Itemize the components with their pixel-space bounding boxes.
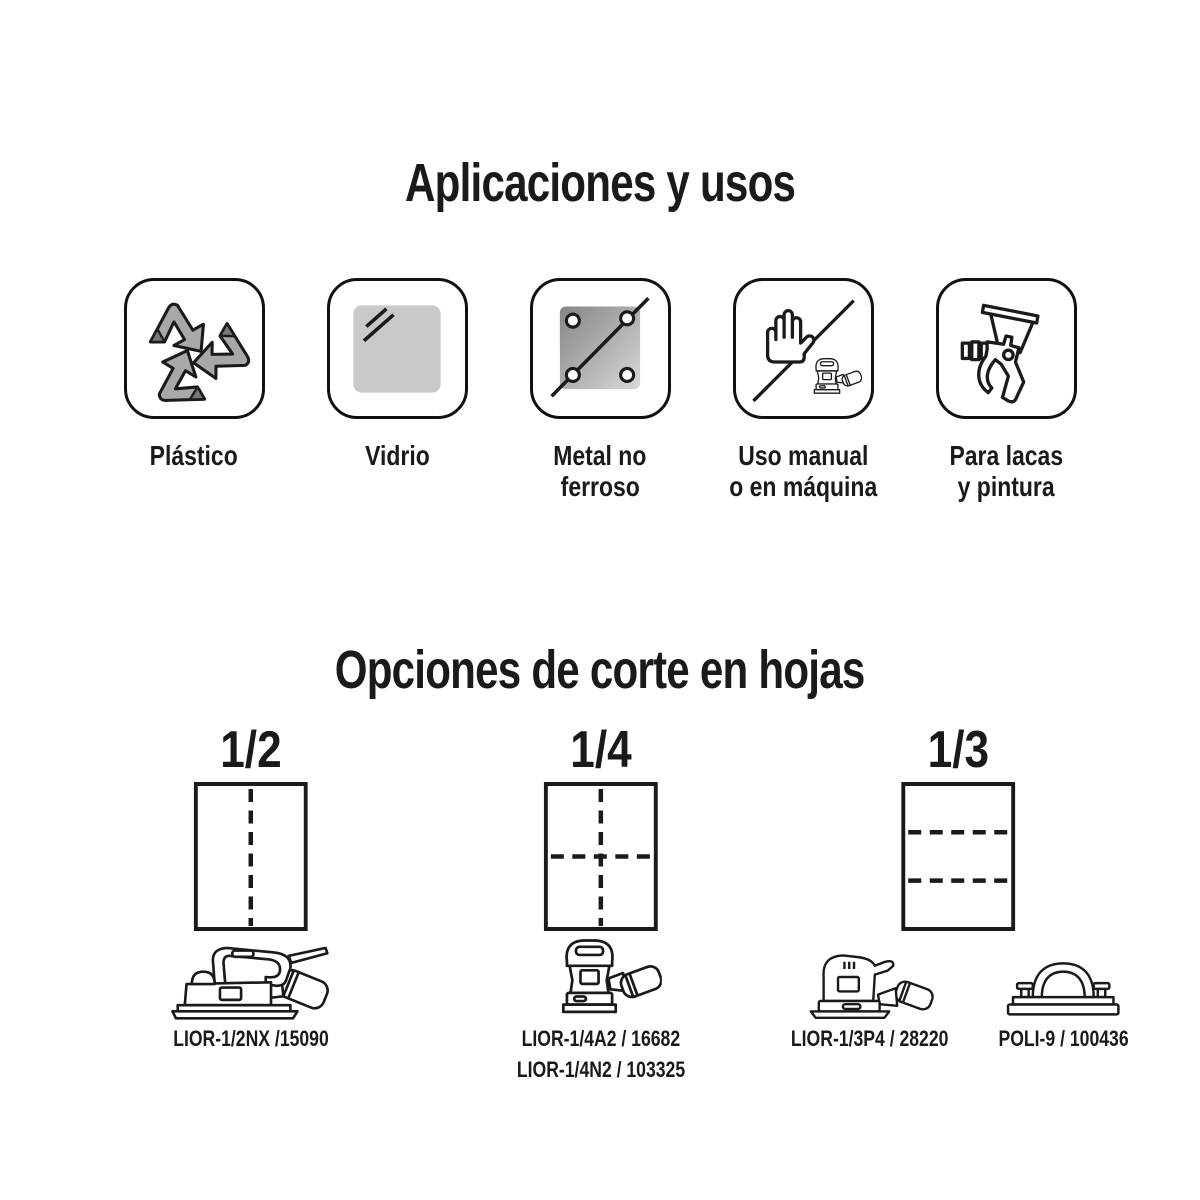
fraction-label: 1/2: [220, 721, 282, 779]
cut-option-half: [154, 702, 348, 1052]
application-label: Para lacas y pintura: [949, 440, 1063, 502]
applications-icons-row: [96, 278, 1104, 502]
product-code: LIOR-1/4N2 / 103325: [516, 1057, 686, 1082]
application-item-vidrio: [299, 278, 495, 502]
hand-machine-icon: [733, 278, 874, 419]
cut-option-quarter: [496, 702, 706, 1083]
application-label: Metal no ferroso: [553, 440, 647, 502]
application-item-lacas: [908, 278, 1104, 502]
mini-sander-icon: [814, 358, 862, 392]
cut-option-third: [771, 702, 1145, 1052]
product-code: LIOR-1/2NX /15090: [173, 1026, 329, 1051]
applications-title: Aplicaciones y usos: [404, 153, 796, 214]
cut-diagram-quarters: [544, 782, 658, 931]
glass-icon: [327, 278, 468, 419]
tool-stack: [771, 933, 968, 1052]
application-label: Vidrio: [364, 440, 430, 471]
application-label: Plástico: [149, 440, 239, 471]
cut-options-title: Opciones de corte en hojas: [335, 639, 865, 700]
sanding-block-illustration: [1001, 933, 1125, 1021]
product-code: POLI-9 / 100436: [998, 1026, 1129, 1051]
cut-diagram-half: [194, 782, 308, 931]
tool-stack: [982, 933, 1145, 1052]
product-code: LIOR-1/3P4 / 28220: [790, 1026, 949, 1051]
cut-diagram-thirds: [901, 782, 1015, 931]
metal-plate-icon: [530, 278, 671, 419]
application-label: Uso manual o en máquina: [729, 440, 877, 502]
application-item-uso: [705, 278, 901, 502]
third-sheet-sander-illustration: [802, 933, 938, 1021]
fraction-label: 1/4: [570, 721, 632, 779]
recycle-icon: [124, 278, 265, 419]
spray-gun-icon: [936, 278, 1077, 419]
sheet-sander-illustration: [167, 933, 335, 1021]
application-item-plastico: [96, 278, 292, 502]
product-code: LIOR-1/4A2 / 16682: [521, 1026, 681, 1051]
tool-stack: [496, 933, 706, 1083]
palm-sander-illustration: [540, 933, 662, 1021]
application-item-metal: [502, 278, 698, 502]
tool-stack: [154, 933, 348, 1052]
fraction-label: 1/3: [927, 721, 989, 779]
hand-icon: [768, 310, 814, 361]
